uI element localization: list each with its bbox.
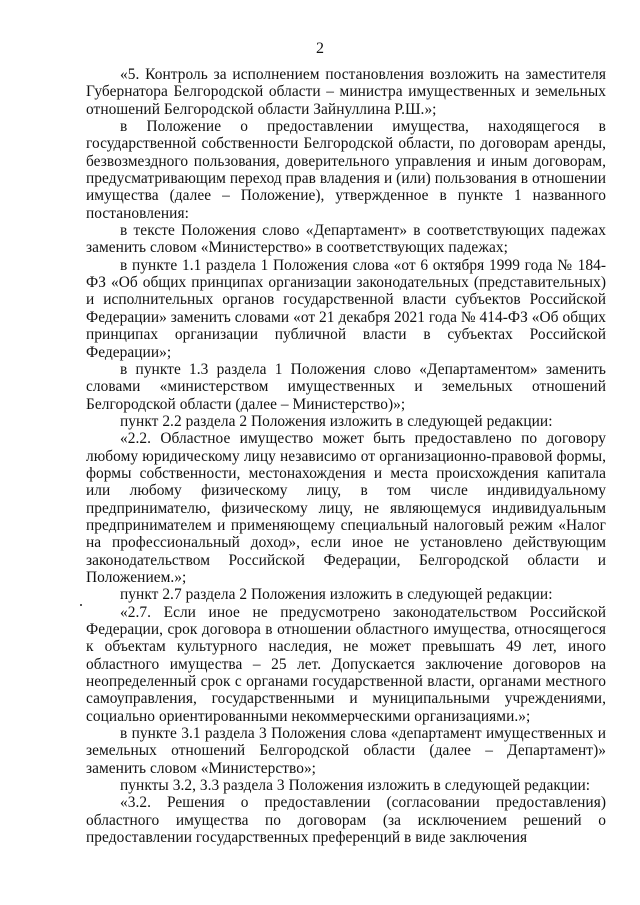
paragraph-item-1-1: в пункте 1.1 раздела 1 Положения слова «от 6 октября 1999 года № 184-ФЗ «Об общих принципах организации законодательных (представительных) и исполнительных органов государственной власти субъектов Российской Федерации» заменить словами «от 21 декабря 2021 года № 414-ФЗ «Об общих принципах организации публичной власти в субъектах Российской Федерации»; <box>86 256 607 361</box>
paragraph-item-3-1: в пункте 3.1 раздела 3 Положения слова «департамент имущественных и земельных отношений Белгородской области (далее – Департамент)» заменить словом «Министерство»; <box>86 725 606 777</box>
paragraph-item-2-2-intro: пункт 2.2 раздела 2 Положения изложить в следующей редакции: <box>120 412 553 430</box>
paragraph-item-2-2-text: «2.2. Областное имущество может быть предоставлено по договору любому юридическому лицу независимо от организационно-правовой формы, формы собственности, местонахождения и места происхождения капитала или любому физическому лицу, в том числе индивидуальному предпринимателю, физическому лицу, не являющемуся индивидуальным предпринимателем и применяющему специальный налоговый режим «Налог на профессиональный доход», если иное не установлено действующим законодательством Российской Федерации, Белгородской области и Положением.»; <box>86 430 606 586</box>
paragraph-item-2-7-intro: пункт 2.7 раздела 2 Положения изложить в следующей редакции: <box>120 586 553 604</box>
paragraph-item-3-2-text: «3.2. Решения о предоставлении (согласовании предоставления) областного имущества по договорам (за исключением решений о предоставлении государственных преференций в виде заключения <box>86 794 606 847</box>
paragraph-control-clause: «5. Контроль за исполнением постановления возложить на заместителя Губернатора Белгородской области – министра имущественных и земельных отношений Белгородской области Зайнуллина Р.Ш.»; <box>86 66 606 118</box>
paragraph-regulation-intro: в Положение о предоставлении имущества, находящегося в государственной собственности Белгородской области, по договорам аренды, безвозмездного пользования, доверительного управления и иным договорам, предусматривающим переход прав владения и (или) пользования в отношении имущества (далее – Положение), утвержденное в пункте 1 названного постановления: <box>86 118 606 222</box>
paragraph-items-3-2-3-3-intro: пункты 3.2, 3.3 раздела 3 Положения изложить в следующей редакции: <box>120 777 591 795</box>
paragraph-item-2-7-text: «2.7. Если иное не предусмотрено законодательством Российской Федерации, срок договора в отношении областного имущества, относящегося к объектам культурного наследия, не может превышать 49 лет, иного областного имущества – 25 лет. Допускается заключение договоров на неопределенный срок с органами государственной власти, органами местного самоуправления, государственными и муниципальными учреждениями, социально ориентированными некоммерческими организациями.»; <box>86 603 606 725</box>
scan-mark <box>80 604 82 606</box>
page-number: 2 <box>316 40 324 57</box>
paragraph-item-1-3: в пункте 1.3 раздела 1 Положения слово «Департаментом» заменить словами «министерством имущественных и земельных отношений Белгородской области (далее – Министерство)»; <box>86 360 606 413</box>
paragraph-replace-department-word: в тексте Положения слово «Департамент» в соответствующих падежах заменить словом «Министерство» в соответствующих падежах; <box>86 222 606 257</box>
document-body <box>86 66 606 846</box>
